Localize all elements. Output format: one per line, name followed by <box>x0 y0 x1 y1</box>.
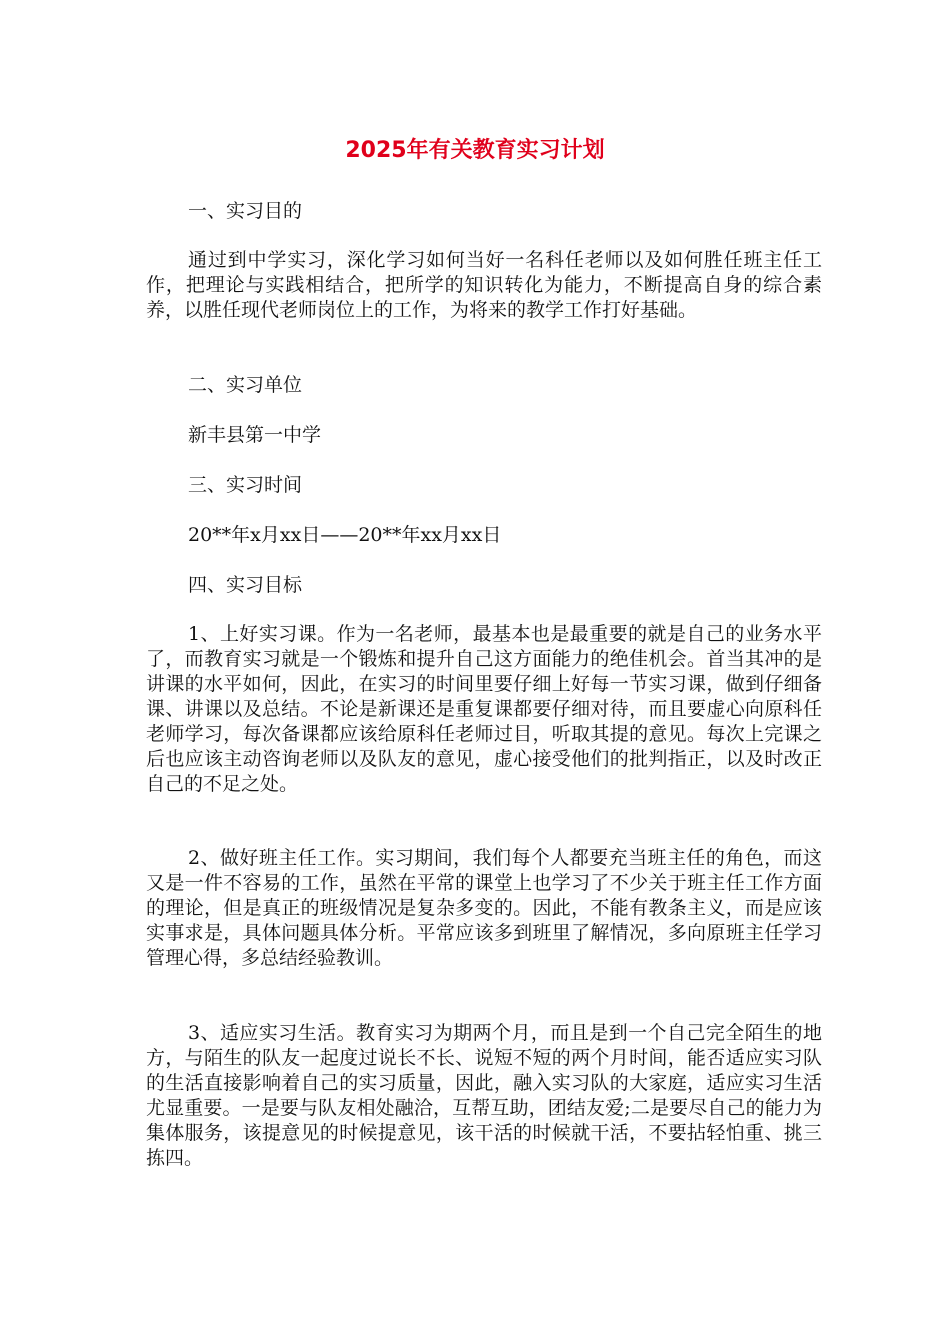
section-heading-unit: 二、实习单位 <box>188 374 303 396</box>
section-heading-time: 三、实习时间 <box>188 474 303 496</box>
paragraph-goal-2: 2、做好班主任工作。实习期间，我们每个人都要充当班主任的角色，而这又是一件不容易的工作，虽然在平常的课堂上也学习了不少关于班主任工作方面的理论，但是真正的班级情况是复杂多变的。因此，不能有教条主义，而是应该实事求是，具体问题具体分析。平常应该多到班里了解情况，多向原班主任学习管理心得，多总结经验教训。 <box>146 847 822 969</box>
paragraph-goal-3: 3、适应实习生活。教育实习为期两个月，而且是到一个自己完全陌生的地方，与陌生的队友一起度过说长不长、说短不短的两个月时间，能否适应实习队的生活直接影响着自己的实习质量，因此，融入实习队的大家庭，适应实习生活尤显重要。一是要与队友相处融洽，互帮互助，团结友爱;二是要尽自己的能力为集体服务，该提意见的时候提意见，该干活的时候就干活，不要拈轻怕重、挑三拣四。 <box>146 1022 822 1169</box>
paragraph-goal-1: 1、上好实习课。作为一名老师，最基本也是最重要的就是自己的业务水平了，而教育实习就是一个锻炼和提升自己这方面能力的绝佳机会。首当其冲的是讲课的水平如何，因此，在实习的时间里要仔细上好每一节实习课，做到仔细备课、讲课以及总结。不论是新课还是重复课都要仔细对待，而且要虚心向原科任老师学习，每次备课都应该给原科任老师过目，听取其提的意见。每次上完课之后也应该主动咨询老师以及队友的意见，虚心接受他们的批判指正，以及时改正自己的不足之处。 <box>146 623 822 795</box>
document-title: 2025年有关教育实习计划 <box>345 138 605 163</box>
section-heading-purpose: 一、实习目的 <box>188 200 303 222</box>
paragraph-time: 20**年x月xx日——20**年xx月xx日 <box>188 524 502 546</box>
section-heading-goals: 四、实习目标 <box>188 574 303 596</box>
paragraph-unit: 新丰县第一中学 <box>188 424 322 446</box>
paragraph-purpose: 通过到中学实习，深化学习如何当好一名科任老师以及如何胜任班主任工作，把理论与实践相结合，把所学的知识转化为能力，不断提高自身的综合素养，以胜任现代老师岗位上的工作，为将来的教学工作打好基础。 <box>146 249 822 321</box>
